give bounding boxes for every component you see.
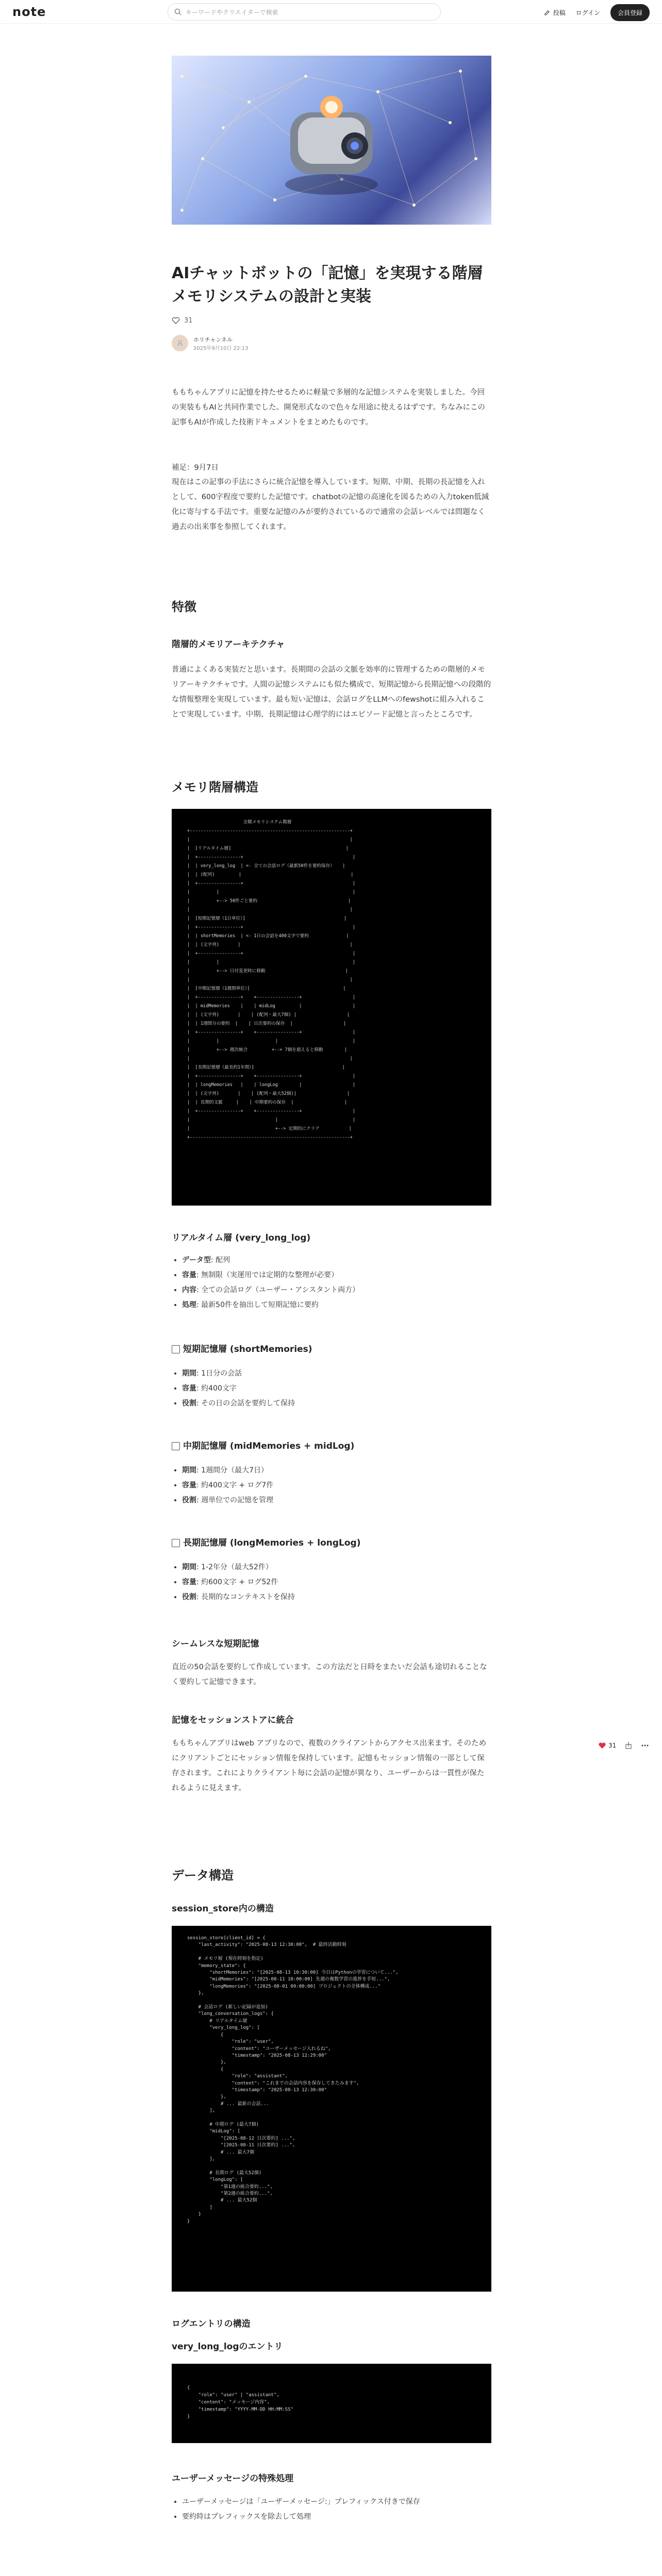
side-actions [598, 1741, 649, 1750]
list-item: • 内容: 全ての会話ログ（ユーザー・アシスタント両方） [182, 1283, 491, 1298]
article-title: AIチャットボットの「記憶」を実現する階層メモリシステムの設計と実装 [172, 264, 483, 306]
layer-mid-list [182, 1463, 491, 1508]
share-icon[interactable] [624, 1741, 633, 1750]
author-block[interactable] [172, 335, 249, 351]
list-item: • 期間: 1-2年分（最大52件） [182, 1560, 491, 1575]
memory-diagram: 全階メモリシステム階層 +------------------------------------------------------------+ | | | [リアルタイム層] | | +----------------+ | | | very_long_log | <- 全ての会話ログ（最新50件を要約保存） | | | (配列) | | | +----------------+ | | | | | +--> 50件ごと要約 | | | | [短期記憶層（1日単位）] | | +----------------+ | | | shortMemories | <- 1日の会話を400文字で要約 | | | (文字列) | | | +----------------+ | | | | | +--> 日付変更時に移動 | | | | [中期記憶層（1週間単位）] | | +----------------+ +----------------+ | | | midMemories | | midLog | | | | (文字列) | | (配列・最大7個) | | | | 1週間分の要約 | | 日次要約の保存 | | | +----------------+ +----------------+ | | | | | | +--> 週次統合 +--> 7個を超えると移動 | | | | [長期記憶層（最長約1年間）] | | +----------------+ +----------------+ | | | longMemories | | longLog | | | | (文字列) | | (配列・最大52個)| | | | 長期的文脈 | | 中期要約の保存 | | | +----------------+ +----------------+ | | | | | +--> 定期的にクリア | +------------------------------------------------------------+ [172, 809, 491, 1206]
seamless-paragraph: 直近の50会話を要約して作成しています。この方法だと日時をまたいだ会話も途切れることなく要約して記憶できます。 [172, 1663, 487, 1686]
heading-session: 記憶をセッションストアに統合 [172, 1715, 294, 1725]
post-button[interactable] [544, 8, 566, 17]
list-item-value: 配列 [216, 1256, 230, 1264]
search-icon [174, 8, 181, 15]
heading-layer-short: 短期記憶層 (shortMemories) [172, 1342, 312, 1354]
list-item-key: 容量 [182, 1271, 196, 1279]
network-robot-illustration [172, 56, 491, 225]
list-item-key: 役割 [182, 1399, 196, 1408]
list-item-value: 無制限（実運用では定期的な整理が必要） [201, 1271, 339, 1279]
register-button[interactable]: 会員登録 [610, 4, 650, 21]
heading-data-structure: データ構造 [172, 1868, 234, 1883]
search-placeholder: キーワードやクリエイターで検索 [186, 8, 278, 16]
heart-icon[interactable] [172, 316, 180, 325]
list-item-key: 内容 [182, 1286, 196, 1294]
heading-session-store: session_store内の構造 [172, 1904, 274, 1914]
pencil-icon [544, 10, 550, 16]
session-store-code: session_store[client_id] = { "last_activity": "2025-08-13 12:30:00", # 最終活動時刻 # メモリ層 (現在時刻を指定) "memory_state": { "shortMemories": "[2025-08-13 10:30:00] 今日はPythonの学習について...", "midMemories": "[2025-08-11 10:00:00] 先週の複数学習の進捗を手短...", "longMemories": "[2025-08-01 09:00:00] プロジェクトの全体構成..." }, # 会話ログ (新しい記録が追加) "long_conversation_logs": { # リアルタイム層 "very_long_log": [ { "role": "user", "content": "ユーザーメッセージ入れるね", "timestamp": "2025-08-13 12:29:00" }, { "role": "assistant", "content": "これまでの会話内容を保存してきたみます", "timestamp": "2025-08-13 12:30:00" }, # ... 最新の会話... ], # 中期ログ (最大7個) "midLog": [ "[2025-08-12 日次要約] ...", "[2025-08-11 日次要約] ...", # ... 最大7個 ], # 長期ログ (最大52個) "longLog": [ "第1週の統合要約...", "第2週の統合要約...", # ... 最大52個 ] } } [172, 1926, 491, 2292]
list-item: • 期間: 1週間分（最大7日） [182, 1463, 491, 1478]
heading-memory-structure: メモリ階層構造 [172, 780, 258, 794]
list-item: • 要約時はプレフィックスを除去して処理 [182, 2510, 491, 2524]
heading-very-long-log-entry: very_long_logのエントリ [172, 2342, 283, 2352]
list-item: • 容量: 無制限（実運用では定期的な整理が必要） [182, 1268, 491, 1283]
intro-paragraph: ももちゃんアプリに記憶を持たせるために軽量で多層的な記憶システムを実装しました。今回の実装ももAIと共同作業でした。開発形式なので色々な用途に使えるはずです。ちなみにこの記事もAIが作成した技術ドキュメントをまとめたものです。 [172, 388, 485, 427]
list-item: • 役割: 週単位での記憶を管理 [182, 1493, 491, 1508]
login-link[interactable]: ログイン [575, 9, 600, 16]
avatar[interactable]: 🐰 [172, 335, 188, 351]
note-logo[interactable]: note [12, 4, 46, 19]
memo-icon [172, 1345, 180, 1353]
special-list [182, 2495, 491, 2524]
publish-date: 2025年9月10日 22:13 [193, 345, 249, 351]
list-item-key: 容量 [182, 1578, 196, 1586]
heading-layer-long: 長期記憶層 (longMemories + longLog) [172, 1535, 360, 1548]
list-item-key: 期間 [182, 1563, 196, 1571]
update-label: 補足：9月7日 [172, 464, 219, 472]
list-item-value: 最新50件を抽出して短期記憶に要約 [201, 1301, 319, 1309]
list-item-value: 約400文字 [201, 1384, 237, 1393]
layer-long-list [182, 1560, 491, 1605]
list-item: • 容量: 約400文字 [182, 1381, 491, 1396]
session-paragraph: ももちゃんアプリはweb アプリなので、複数のクライアントからアクセス出来ます。そのためにクリアントごとにセッション情報を保持しています。記憶もセッション情報の一部として保存されます。これによりクライアント毎に会話の記憶が異なり、ユーザーからは一貫性が保たれるように見えます。 [172, 1739, 487, 1792]
list-item: • 役割: その日の会話を要約して保持 [182, 1396, 491, 1411]
heart-icon [598, 1741, 606, 1750]
layer-short-list [182, 1366, 491, 1411]
list-item-key: 容量 [182, 1481, 196, 1489]
list-item-value: 週単位での記憶を管理 [201, 1496, 274, 1504]
list-item-key: 期間 [182, 1466, 196, 1475]
hero-image [172, 56, 491, 225]
memo-icon [172, 1539, 180, 1547]
list-item-value: 約400文字 + ログ7件 [201, 1481, 274, 1489]
list-item-key: データ型 [182, 1256, 211, 1264]
features-paragraph: 普通によくある実装だと思います。長期間の会話の文脈を効率的に管理するための階層的メモリアーキテクチャです。人間の記憶システムにも似た構成で、短期記憶から長期記憶への段階的な情報整理を実現しています。最も短い記憶は、会話ログをLLMへのfewshotに組み入れることで実現しています。中期、長期記憶は心理学的にはエピソード記憶と言ったところです。 [172, 666, 491, 719]
list-item: • 処理: 最新50件を抽出して短期記憶に要約 [182, 1298, 491, 1313]
list-item: • 容量: 約400文字 + ログ7件 [182, 1478, 491, 1493]
side-like-count: 31 [608, 1742, 617, 1749]
list-item-value: 全ての会話ログ（ユーザー・アシスタント両方） [201, 1286, 360, 1294]
list-item-key: 容量 [182, 1384, 196, 1393]
list-item-value: 約600文字 + ログ52件 [201, 1578, 278, 1586]
list-item-key: 役割 [182, 1593, 196, 1601]
list-item-key: 期間 [182, 1369, 196, 1378]
heading-features: 特徴 [172, 600, 196, 614]
list-item-key: 処理 [182, 1301, 196, 1309]
list-item-value: 長期的なコンテキストを保持 [201, 1593, 295, 1601]
update-paragraph: 現在はこの記事の手法にさらに統合記憶を導入しています。短期、中期、長期の長記憶を入れとして、600字程度で要約した記憶です。chatbotの記憶の高速化を図るための入力token低減化に寄与する手法です。重要な記憶のみが要約されているので通常の会話レベルでは問題なく過去の出来事を参照してくれます。 [172, 478, 489, 531]
list-item: • データ型: 配列 [182, 1253, 491, 1268]
memo-icon [172, 1442, 180, 1450]
layer-realtime-list [182, 1253, 491, 1313]
side-like[interactable] [598, 1741, 616, 1750]
heading-seamless: シームレスな短期記憶 [172, 1639, 259, 1649]
list-item: • 役割: 長期的なコンテキストを保持 [182, 1590, 491, 1605]
heading-special: ユーザーメッセージの特殊処理 [172, 2473, 294, 2484]
like-row [172, 316, 193, 325]
heading-layer-mid: 中期記憶層 (midMemories + midLog) [172, 1438, 354, 1451]
like-count: 31 [184, 316, 193, 325]
list-item-key: 役割 [182, 1496, 196, 1504]
post-label: 投稿 [553, 9, 566, 16]
heading-log-entry: ログエントリの構造 [172, 2319, 251, 2329]
list-item: • ユーザーメッセージは「ユーザーメッセージ:」プレフィックス付きで保存 [182, 2495, 491, 2510]
list-item: • 容量: 約600文字 + ログ52件 [182, 1575, 491, 1590]
list-item-value: 1日分の会話 [201, 1369, 242, 1378]
log-entry-code: { "role": "user" | "assistant", "content": "メッセージ内容", "timestamp": "YYYY-MM-DD HH:MM:SS" } [172, 2364, 491, 2443]
list-item-value: 1週間分（最大7日） [201, 1466, 268, 1475]
search-input[interactable] [168, 3, 441, 21]
list-item-value: その日の会話を要約して保持 [201, 1399, 295, 1408]
heading-layer-realtime: リアルタイム層 (very_long_log) [172, 1233, 311, 1243]
list-item-value: 1-2年分（最大52件） [201, 1563, 273, 1571]
global-header [0, 0, 662, 24]
author-name[interactable]: ホリチャンネル [193, 336, 233, 343]
list-item: • 期間: 1日分の会話 [182, 1366, 491, 1381]
heading-hierarchy: 階層的メモリアーキテクチャ [172, 639, 285, 650]
more-icon[interactable] [641, 1741, 649, 1750]
